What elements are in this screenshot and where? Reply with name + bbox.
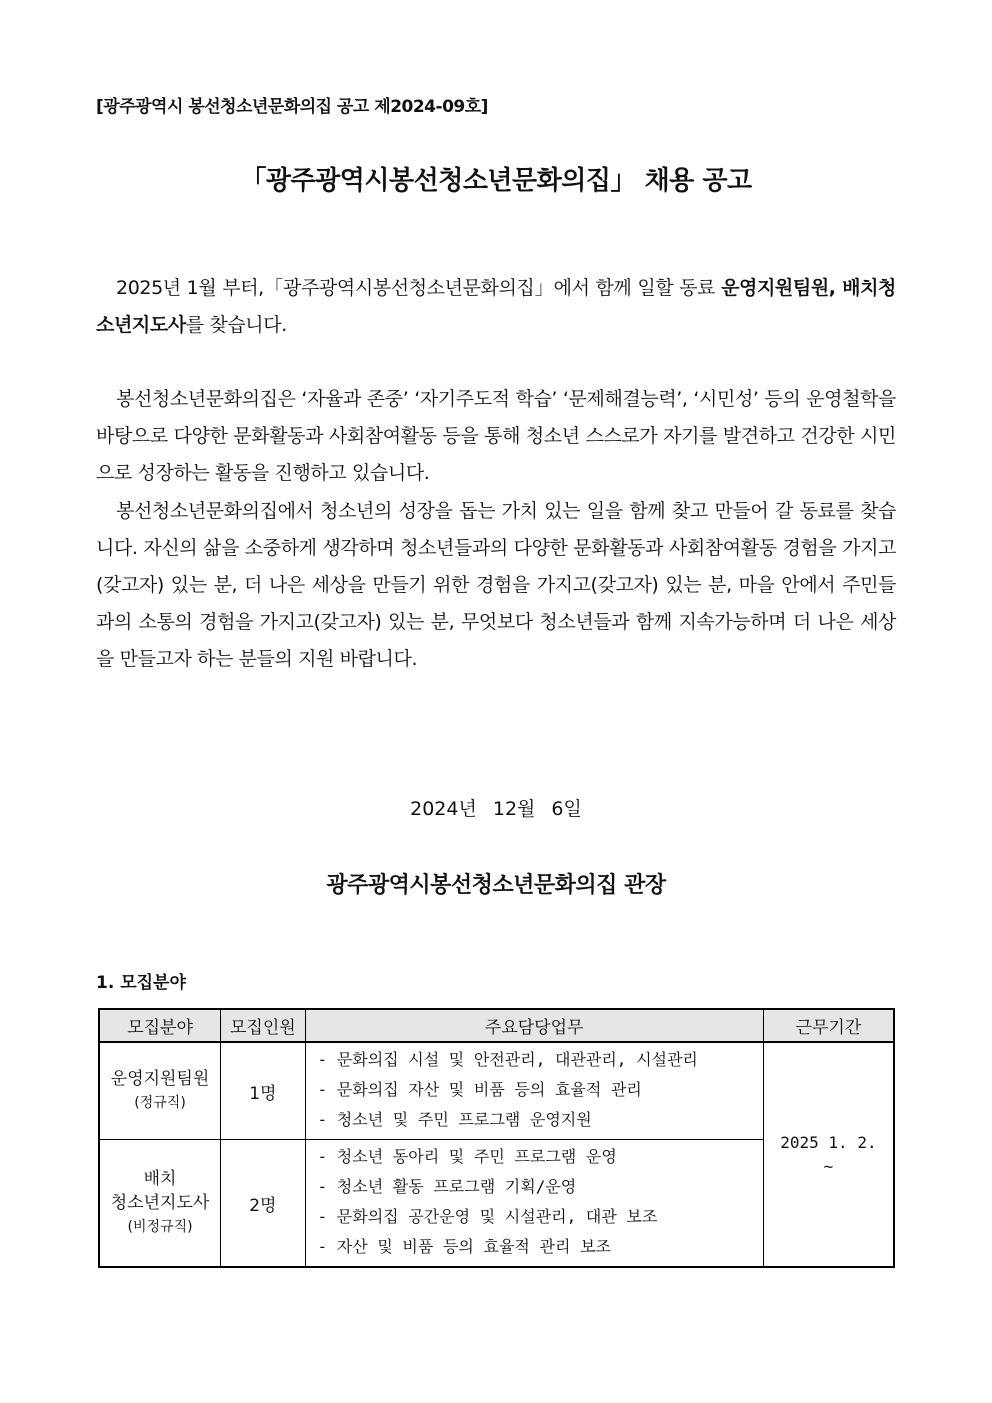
duty-item: - 자산 및 비품 등의 효율적 관리 보조 xyxy=(317,1237,611,1256)
philosophy-paragraph xyxy=(96,381,896,492)
page-title: 「광주광역시봉선청소년문화의집」 채용 공고 xyxy=(240,166,752,196)
period-tilde: ~ xyxy=(823,1156,834,1176)
duty-item: - 문화의집 자산 및 비품 등의 효율적 관리 xyxy=(317,1080,642,1099)
area-name-line2: 청소년지도사 xyxy=(110,1193,210,1213)
notice-number: [광주광역시 봉선청소년문화의집 공고 제2024-09호] xyxy=(96,97,488,117)
table-row xyxy=(99,1042,894,1140)
area-name: 운영지원팀원 xyxy=(110,1069,210,1089)
period-start: 2025 1. 2. xyxy=(780,1132,877,1152)
duties-cell xyxy=(305,1140,763,1268)
duty-item: - 문화의집 공간운영 및 시설관리, 대관 보조 xyxy=(317,1207,658,1226)
duty-item: - 청소년 활동 프로그램 기획/운영 xyxy=(317,1177,577,1196)
period-cell xyxy=(763,1042,894,1267)
invitation-paragraph xyxy=(96,493,896,678)
issuer: 광주광역시봉선청소년문화의집 관장 xyxy=(326,873,666,898)
count-cell: 1명 xyxy=(221,1042,305,1140)
duty-item: - 문화의집 시설 및 안전관리, 대관관리, 시설관리 xyxy=(317,1050,698,1069)
intro-text-end: 를 찾습니다. xyxy=(185,314,287,336)
count-cell: 2명 xyxy=(221,1140,305,1268)
philosophy-text: 봉선청소년문화의집은 ‘자율과 존중’ ‘자기주도적 학습’ ‘문제해결능력’, ‘시민성’ 등의 운영철학을 바탕으로 다양한 문화활동과 사회참여활동 등을 통해 청소년 스스로가 자기를 발견하고 건강한 시민으로 성장하는 활동을 진행하고 있습니다. xyxy=(96,388,896,484)
recruitment-table xyxy=(98,1008,895,1268)
duty-item: - 청소년 동아리 및 주민 프로그램 운영 xyxy=(317,1147,617,1166)
invitation-text: 봉선청소년문화의집에서 청소년의 성장을 돕는 가치 있는 일을 함께 찾고 만들어 갈 동료를 찾습니다. 자신의 삶을 소중하게 생각하며 청소년들과의 다양한 문화활동과 사회참여활동 경험을 가지고(갖고자) 있는 분, 더 나은 세상을 만들기 위한 경험을 가지고(갖고자) 있는 분, 마을 안에서 주민들과의 소통의 경험을 가지고(갖고자) 있는 분, 무엇보다 청소년들과 함께 지속가능하며 더 나은 세상을 만들고자 하는 분들의 지원 바랍니다. xyxy=(96,500,896,670)
employment-type: (비정규직) xyxy=(127,1219,193,1235)
header-count: 모집인원 xyxy=(221,1009,305,1042)
section-heading-recruitment: 1. 모집분야 xyxy=(96,973,186,993)
duty-item: - 청소년 및 주민 프로그램 운영지원 xyxy=(317,1110,592,1129)
area-name-line1: 배치 xyxy=(143,1169,177,1189)
table-header-row xyxy=(99,1009,894,1042)
employment-type: (정규직) xyxy=(134,1095,186,1111)
area-cell xyxy=(99,1042,221,1140)
header-area: 모집분야 xyxy=(99,1009,221,1042)
duties-cell xyxy=(305,1042,763,1140)
intro-text: 2025년 1월 부터,「광주광역시봉선청소년문화의집」에서 함께 일할 동료 xyxy=(116,277,722,299)
header-period: 근무기간 xyxy=(763,1009,894,1042)
intro-paragraph xyxy=(96,270,896,344)
notice-date: 2024년 12월 6일 xyxy=(410,798,582,820)
intro-positions: 운영지원팀원, 배치청소년지도사 xyxy=(96,277,896,336)
header-duties: 주요담당업무 xyxy=(305,1009,763,1042)
area-cell xyxy=(99,1140,221,1268)
